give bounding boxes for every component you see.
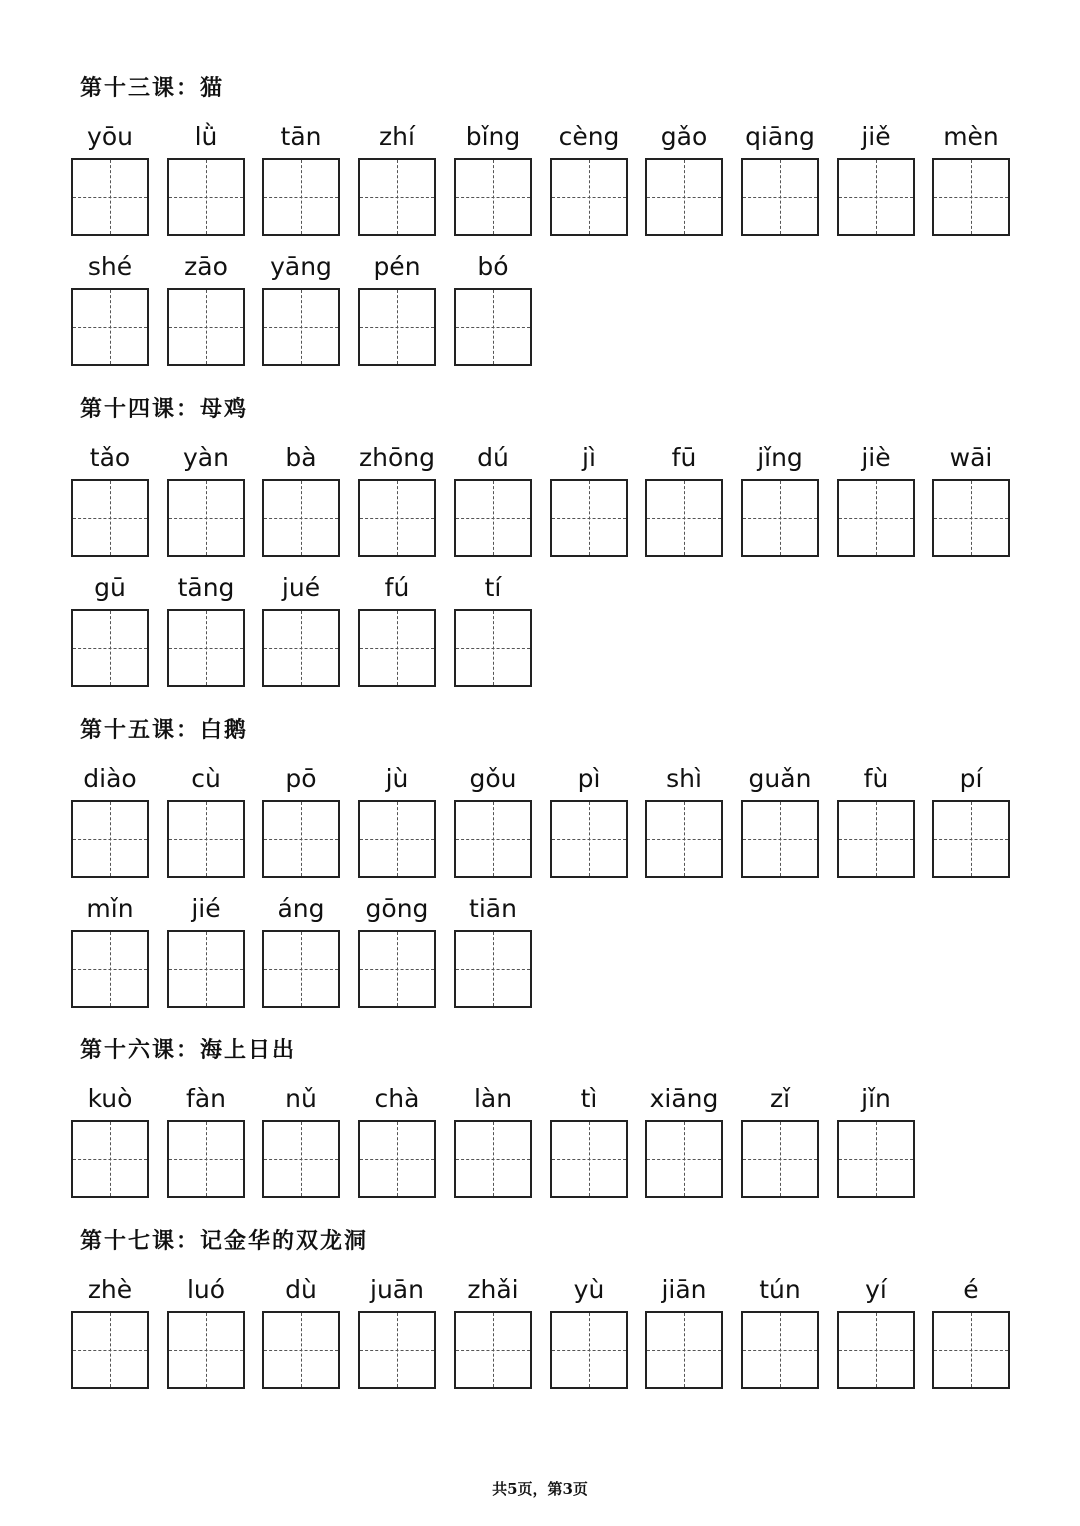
grid-guide-horizontal: [73, 1350, 147, 1351]
tian-grid-box[interactable]: [167, 800, 245, 878]
tian-grid-box[interactable]: [358, 930, 436, 1008]
pinyin-label: bà: [285, 443, 317, 472]
tian-grid-box[interactable]: [837, 800, 915, 878]
pinyin-label: fú: [384, 573, 410, 602]
grid-guide-horizontal: [456, 327, 530, 328]
pinyin-label: xiāng: [649, 1084, 719, 1113]
lesson-title: 第十四课：母鸡: [80, 396, 249, 422]
grid-guide-horizontal: [73, 839, 147, 840]
pinyin-label: yāng: [270, 252, 332, 281]
pinyin-label: cèng: [558, 122, 620, 151]
grid-guide-horizontal: [456, 1159, 530, 1160]
tian-grid-box[interactable]: [741, 800, 819, 878]
grid-guide-horizontal: [264, 839, 338, 840]
grid-guide-horizontal: [360, 1159, 434, 1160]
pinyin-label: fù: [863, 764, 889, 793]
pinyin-label: nǔ: [285, 1084, 317, 1113]
tian-grid-box[interactable]: [454, 930, 532, 1008]
grid-guide-horizontal: [743, 1350, 817, 1351]
tian-grid-box[interactable]: [454, 158, 532, 236]
grid-guide-horizontal: [647, 1159, 721, 1160]
grid-guide-horizontal: [264, 648, 338, 649]
pinyin-label: gǒu: [469, 764, 517, 793]
pinyin-label: wāi: [949, 443, 993, 472]
lesson-title: 第十五课：白鹅: [80, 717, 249, 743]
grid-guide-horizontal: [360, 1350, 434, 1351]
tian-grid-box[interactable]: [358, 1311, 436, 1389]
pinyin-label: tiān: [469, 894, 517, 923]
grid-guide-horizontal: [360, 839, 434, 840]
pinyin-label: áng: [277, 894, 325, 923]
pinyin-label: shì: [666, 764, 702, 793]
pinyin-label: jiān: [661, 1275, 707, 1304]
grid-guide-horizontal: [169, 1159, 243, 1160]
grid-guide-horizontal: [456, 648, 530, 649]
tian-grid-box[interactable]: [550, 1120, 628, 1198]
grid-guide-horizontal: [169, 839, 243, 840]
pinyin-label: luó: [186, 1275, 226, 1304]
tian-grid-box[interactable]: [71, 479, 149, 557]
grid-guide-horizontal: [934, 1350, 1008, 1351]
grid-guide-horizontal: [360, 518, 434, 519]
pinyin-label: yí: [865, 1275, 887, 1304]
pinyin-label: qiāng: [745, 122, 815, 151]
tian-grid-box[interactable]: [932, 158, 1010, 236]
pinyin-label: fū: [671, 443, 697, 472]
tian-grid-box[interactable]: [741, 158, 819, 236]
tian-grid-box[interactable]: [71, 800, 149, 878]
grid-guide-horizontal: [360, 197, 434, 198]
lesson-title: 第十七课：记金华的双龙洞: [80, 1228, 369, 1254]
tian-grid-box[interactable]: [167, 479, 245, 557]
tian-grid-box[interactable]: [837, 1120, 915, 1198]
pinyin-label: tǎo: [89, 443, 131, 472]
pinyin-label: é: [963, 1275, 979, 1304]
grid-guide-horizontal: [456, 518, 530, 519]
pinyin-label: zāo: [184, 252, 228, 281]
tian-grid-box[interactable]: [837, 158, 915, 236]
tian-grid-box[interactable]: [71, 1120, 149, 1198]
grid-guide-horizontal: [456, 969, 530, 970]
pinyin-label: cù: [191, 764, 221, 793]
tian-grid-box[interactable]: [262, 1311, 340, 1389]
tian-grid-box[interactable]: [645, 158, 723, 236]
tian-grid-box[interactable]: [262, 800, 340, 878]
grid-guide-horizontal: [456, 839, 530, 840]
grid-guide-horizontal: [73, 327, 147, 328]
grid-guide-horizontal: [839, 1350, 913, 1351]
grid-guide-horizontal: [839, 197, 913, 198]
pinyin-label: dù: [285, 1275, 317, 1304]
lesson-title: 第十六课：海上日出: [80, 1037, 297, 1063]
grid-guide-horizontal: [264, 1350, 338, 1351]
pinyin-label: gǎo: [660, 122, 708, 151]
grid-guide-horizontal: [552, 1159, 626, 1160]
pinyin-label: tān: [280, 122, 322, 151]
tian-grid-box[interactable]: [645, 800, 723, 878]
tian-grid-box[interactable]: [550, 158, 628, 236]
tian-grid-box[interactable]: [454, 1311, 532, 1389]
grid-guide-horizontal: [934, 197, 1008, 198]
pinyin-label: pì: [577, 764, 601, 793]
tian-grid-box[interactable]: [262, 288, 340, 366]
grid-guide-horizontal: [743, 197, 817, 198]
grid-guide-horizontal: [456, 197, 530, 198]
tian-grid-box[interactable]: [71, 1311, 149, 1389]
tian-grid-box[interactable]: [454, 609, 532, 687]
tian-grid-box[interactable]: [358, 288, 436, 366]
page-footer: 共5页，第3页: [492, 1480, 588, 1498]
pinyin-label: bǐng: [465, 122, 521, 151]
tian-grid-box[interactable]: [932, 479, 1010, 557]
pinyin-label: jǐng: [757, 443, 803, 472]
grid-guide-horizontal: [552, 1350, 626, 1351]
pinyin-label: pí: [959, 764, 983, 793]
grid-guide-horizontal: [647, 518, 721, 519]
grid-guide-horizontal: [73, 969, 147, 970]
tian-grid-box[interactable]: [167, 609, 245, 687]
tian-grid-box[interactable]: [645, 479, 723, 557]
tian-grid-box[interactable]: [71, 930, 149, 1008]
grid-guide-horizontal: [360, 648, 434, 649]
tian-grid-box[interactable]: [454, 1120, 532, 1198]
pinyin-label: shé: [87, 252, 133, 281]
pinyin-label: gū: [94, 573, 126, 602]
grid-guide-horizontal: [743, 518, 817, 519]
grid-guide-horizontal: [360, 327, 434, 328]
grid-guide-horizontal: [264, 518, 338, 519]
grid-guide-horizontal: [647, 839, 721, 840]
pinyin-label: mǐn: [86, 894, 134, 923]
grid-guide-horizontal: [647, 197, 721, 198]
grid-guide-horizontal: [73, 648, 147, 649]
tian-grid-box[interactable]: [454, 288, 532, 366]
grid-guide-horizontal: [264, 197, 338, 198]
pinyin-label: dú: [477, 443, 509, 472]
tian-grid-box[interactable]: [837, 479, 915, 557]
pinyin-label: yàn: [183, 443, 229, 472]
grid-guide-horizontal: [934, 839, 1008, 840]
grid-guide-horizontal: [169, 518, 243, 519]
pinyin-label: zhǎi: [467, 1275, 519, 1304]
tian-grid-box[interactable]: [167, 930, 245, 1008]
pinyin-label: jié: [191, 894, 221, 923]
tian-grid-box[interactable]: [358, 800, 436, 878]
pinyin-label: tì: [580, 1084, 598, 1113]
tian-grid-box[interactable]: [932, 1311, 1010, 1389]
tian-grid-box[interactable]: [262, 158, 340, 236]
tian-grid-box[interactable]: [262, 609, 340, 687]
tian-grid-box[interactable]: [837, 1311, 915, 1389]
pinyin-label: jǐn: [861, 1084, 891, 1113]
tian-grid-box[interactable]: [262, 930, 340, 1008]
pinyin-label: tí: [484, 573, 502, 602]
grid-guide-horizontal: [264, 327, 338, 328]
grid-guide-horizontal: [839, 839, 913, 840]
tian-grid-box[interactable]: [167, 288, 245, 366]
pinyin-label: jì: [582, 443, 596, 472]
pinyin-label: zǐ: [769, 1084, 791, 1113]
tian-grid-box[interactable]: [71, 609, 149, 687]
grid-guide-horizontal: [456, 1350, 530, 1351]
grid-guide-horizontal: [839, 1159, 913, 1160]
pinyin-label: guǎn: [748, 764, 812, 793]
grid-guide-horizontal: [73, 1159, 147, 1160]
tian-grid-box[interactable]: [167, 158, 245, 236]
tian-grid-box[interactable]: [741, 1120, 819, 1198]
tian-grid-box[interactable]: [550, 800, 628, 878]
pinyin-label: mèn: [943, 122, 999, 151]
pinyin-label: jué: [281, 573, 321, 602]
pinyin-label: kuò: [87, 1084, 133, 1113]
grid-guide-horizontal: [264, 969, 338, 970]
tian-grid-box[interactable]: [358, 1120, 436, 1198]
grid-guide-horizontal: [264, 1159, 338, 1160]
tian-grid-box[interactable]: [71, 288, 149, 366]
grid-guide-horizontal: [552, 839, 626, 840]
tian-grid-box[interactable]: [454, 800, 532, 878]
pinyin-label: zhè: [87, 1275, 133, 1304]
tian-grid-box[interactable]: [71, 158, 149, 236]
pinyin-label: jiě: [861, 122, 891, 151]
pinyin-label: pén: [373, 252, 421, 281]
grid-guide-horizontal: [839, 518, 913, 519]
tian-grid-box[interactable]: [262, 1120, 340, 1198]
grid-guide-horizontal: [743, 839, 817, 840]
pinyin-label: gōng: [365, 894, 429, 923]
pinyin-label: tún: [759, 1275, 801, 1304]
grid-guide-horizontal: [73, 518, 147, 519]
pinyin-label: yōu: [87, 122, 133, 151]
pinyin-label: zhí: [379, 122, 415, 151]
pinyin-label: jiè: [861, 443, 891, 472]
grid-guide-horizontal: [73, 197, 147, 198]
tian-grid-box[interactable]: [358, 479, 436, 557]
grid-guide-horizontal: [647, 1350, 721, 1351]
pinyin-label: tāng: [177, 573, 235, 602]
tian-grid-box[interactable]: [167, 1120, 245, 1198]
grid-guide-horizontal: [934, 518, 1008, 519]
grid-guide-horizontal: [360, 969, 434, 970]
tian-grid-box[interactable]: [741, 1311, 819, 1389]
grid-guide-horizontal: [552, 518, 626, 519]
pinyin-label: lǜ: [194, 122, 218, 151]
tian-grid-box[interactable]: [262, 479, 340, 557]
grid-guide-horizontal: [169, 1350, 243, 1351]
grid-guide-horizontal: [169, 969, 243, 970]
tian-grid-box[interactable]: [167, 1311, 245, 1389]
pinyin-label: bó: [477, 252, 509, 281]
pinyin-label: fàn: [186, 1084, 226, 1113]
tian-grid-box[interactable]: [550, 479, 628, 557]
tian-grid-box[interactable]: [645, 1120, 723, 1198]
pinyin-label: làn: [473, 1084, 513, 1113]
pinyin-label: pō: [285, 764, 317, 793]
tian-grid-box[interactable]: [645, 1311, 723, 1389]
tian-grid-box[interactable]: [358, 158, 436, 236]
tian-grid-box[interactable]: [550, 1311, 628, 1389]
pinyin-label: juān: [370, 1275, 424, 1304]
pinyin-label: chà: [374, 1084, 420, 1113]
lesson-title: 第十三课：猫: [80, 75, 225, 101]
pinyin-label: yù: [573, 1275, 605, 1304]
pinyin-label: diào: [83, 764, 137, 793]
grid-guide-horizontal: [743, 1159, 817, 1160]
tian-grid-box[interactable]: [454, 479, 532, 557]
grid-guide-horizontal: [552, 197, 626, 198]
pinyin-label: jù: [385, 764, 409, 793]
tian-grid-box[interactable]: [932, 800, 1010, 878]
tian-grid-box[interactable]: [741, 479, 819, 557]
grid-guide-horizontal: [169, 197, 243, 198]
grid-guide-horizontal: [169, 648, 243, 649]
tian-grid-box[interactable]: [358, 609, 436, 687]
pinyin-label: zhōng: [359, 443, 435, 472]
grid-guide-horizontal: [169, 327, 243, 328]
